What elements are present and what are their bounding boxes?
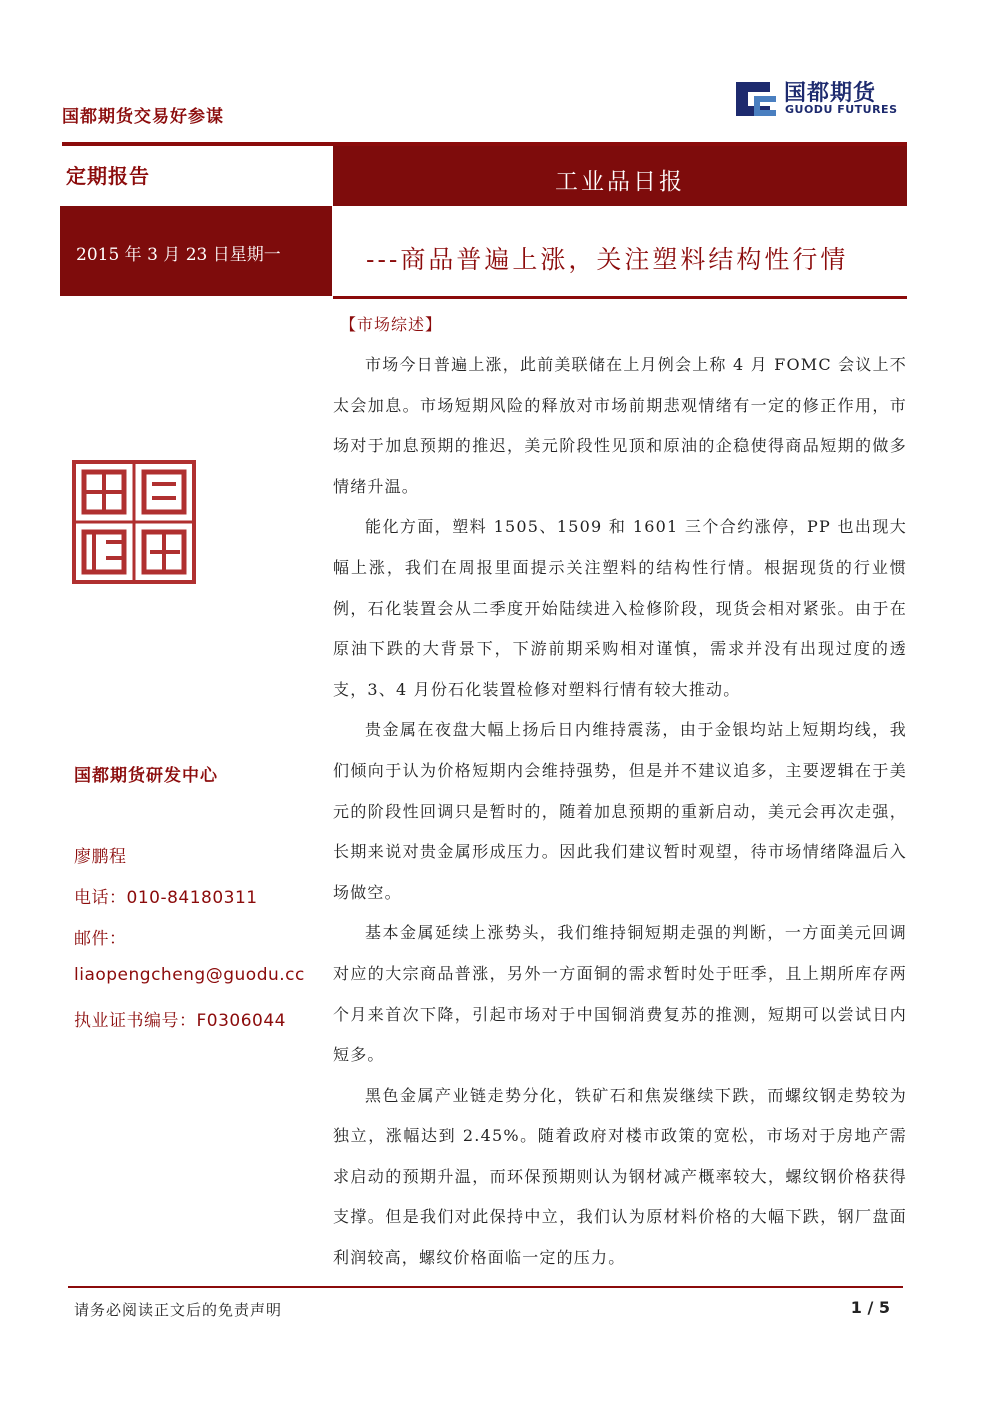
email-label: 邮件： [74, 929, 127, 949]
footer-divider [68, 1286, 903, 1288]
paragraph-ferrous-metals: 黑色金属产业链走势分化，铁矿石和焦炭继续下跌，而螺纹钢走势较为独立，涨幅达到 2.45%。随着政府对楼市政策的宽松，市场对于房地产需求启动的预期升温，而环保预期则认为钢材减产概率较大，螺纹钢价格获得支撑。但是我们对此保持中立，我们认为原材料价格的大幅下跌，钢厂盘面利润较高，螺纹价格面临一定的压力。 [333, 1085, 907, 1268]
logo-chinese-name: 国都期货 [784, 81, 877, 106]
license-row [74, 1006, 286, 1031]
research-center-name: 国都期货研发中心 [74, 766, 218, 786]
phone-row [74, 883, 258, 908]
paragraph-precious-metals: 贵金属在夜盘大幅上扬后日内维持震荡，由于金银均站上短期均线，我们倾向于认为价格短期内会维持强势，但是并不建议追多，主要逻辑在于美元的阶段性回调只是暂时的，随着加息预期的重新启动，美元会再次走强，长期来说对贵金属形成压力。因此我们建议暂时观望，待市场情绪降温后入场做空。 [333, 720, 907, 902]
header-tagline: 国都期货交易好参谋 [62, 107, 224, 127]
report-title: 工业品日报 [555, 169, 685, 195]
page-number: 1 / 5 [850, 1298, 890, 1317]
footer-disclaimer: 请务必阅读正文后的免责声明 [74, 1301, 283, 1319]
logo-english-name: GUODU FUTURES [785, 103, 898, 116]
report-date: 2015 年 3 月 23 日星期一 [76, 245, 281, 265]
report-type: 定期报告 [66, 164, 150, 188]
analyst-name: 廖鹏程 [74, 847, 127, 867]
report-subtitle: ---商品普遍上涨，关注塑料结构性行情 [366, 245, 849, 274]
license-label: 执业证书编号： [74, 1011, 197, 1031]
phone-number: 010-84180311 [126, 888, 258, 908]
section-heading: 【市场综述】 [340, 315, 443, 334]
paragraph-energy-chemical: 能化方面，塑料 1505、1509 和 1601 三个合约涨停，PP 也出现大幅上涨，我们在周报里面提示关注塑料的结构性行情。根据现货的行业惯例，石化装置会从二季度开始陆续进入检修阶段，现货会相对紧张。由于在原油下跌的大背景下，下游前期采购相对谨慎，需求并没有出现过度的透支，3、4 月份石化装置检修对塑料行情有较大推动。 [333, 517, 907, 699]
email-address-text[interactable]: liaopengcheng@guodu.cc [74, 965, 305, 985]
phone-label: 电话： [74, 888, 127, 908]
paragraph-macro: 市场今日普遍上涨，此前美联储在上月例会上称 4 月 FOMC 会议上不太会加息。市场短期风险的释放对市场前期悲观情绪有一定的修正作用，市场对于加息预期的推迟，美元阶段性见顶和原油的企稳使得商品短期的做多情绪升温。 [333, 355, 907, 496]
guodu-seal-icon [70, 458, 198, 586]
subtitle-divider [333, 296, 907, 299]
license-number: F0306044 [196, 1011, 286, 1031]
paragraph-base-metals: 基本金属延续上涨势头，我们维持铜短期走强的判断，一方面美元回调对应的大宗商品普涨，另外一方面铜的需求暂时处于旺季，且上期所库存两个月来首次下降，引起市场对于中国铜消费复苏的推测，短期可以尝试日内短多。 [333, 923, 907, 1065]
market-summary-body [333, 345, 907, 1279]
email-address[interactable] [74, 965, 305, 985]
